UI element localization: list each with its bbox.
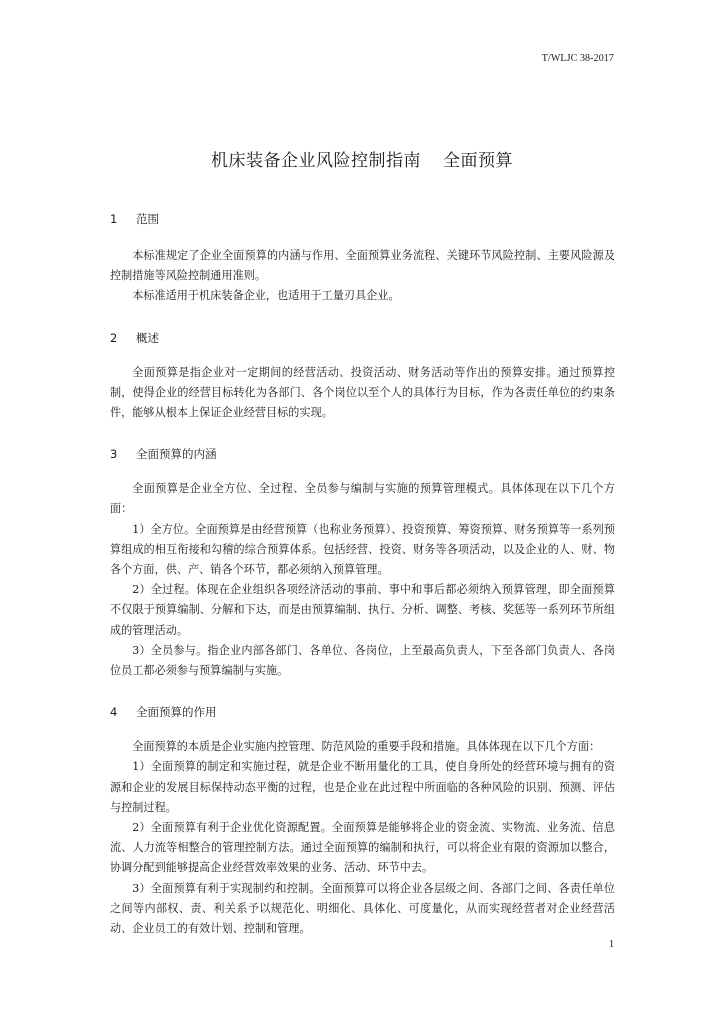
page-number: 1: [609, 939, 614, 950]
section-1-paragraph: 本标准规定了企业全面预算的内涵与作用、全面预算业务流程、关键环节风险控制、主要风险源及控制措施等风险控制通用准则。: [110, 249, 615, 283]
section-4-paragraph: 3）全面预算有利于实现制约和控制。全面预算可以将企业各层级之间、各部门之间、各责任单位之间等内部权、责、利关系予以规范化、明细化、具体化、可度量化，从而实现经营者对企业经营活动、企业员工的有效计划、控制和管理。: [110, 881, 615, 936]
section-3-paragraph: 全面预算是企业全方位、全过程、全员参与编制与实施的预算管理模式。具体体现在以下几个方面：: [110, 482, 615, 516]
section-1-paragraph: 本标准适用于机床装备企业，也适用于工量刃具企业。: [132, 289, 400, 303]
section-3-paragraph: 1）全方位。全面预算是由经营预算（也称业务预算）、投资预算、筹资预算、财务预算等一系列预算组成的相互衔接和勾稽的综合预算体系。包括经营、投资、财务等各项活动，以及企业的人、财、物各个方面，供、产、销各个环节，都必须纳入预算管理。: [110, 522, 615, 577]
section-4-heading: [110, 703, 615, 721]
section-title: 全面预算的内涵: [136, 447, 217, 462]
section-title: 概述: [136, 330, 159, 345]
document-body: [110, 210, 615, 939]
section-title: 全面预算的作用: [136, 705, 217, 720]
section-2-paragraph: 全面预算是指企业对一定期间的经营活动、投资活动、财务活动等作出的预算安排。通过预算控制，使得企业的经营目标转化为各部门、各个岗位以至个人的具体行为目标，作为各责任单位的约束条件，能够从根本上保证企业经营目标的实现。: [110, 365, 615, 420]
document-title-main: 机床装备企业风险控制指南: [211, 151, 421, 171]
section-number: 1: [110, 212, 118, 226]
section-number: 2: [110, 330, 118, 345]
section-4-paragraph: 全面预算的本质是企业实施内控管理、防范风险的重要手段和措施。具体体现在以下几个方面：: [132, 740, 601, 754]
section-number: 3: [110, 447, 118, 462]
section-3-paragraph: 3）全员参与。指企业内部各部门、各单位、各岗位，上至最高负责人，下至各部门负责人、各岗位员工都必须参与预算编制与实施。: [110, 643, 615, 678]
section-1-heading: [110, 210, 615, 228]
section-3-paragraph: 2）全过程。体现在企业组织各项经济活动的事前、事中和事后都必须纳入预算管理，即全面预算不仅限于预算编制、分解和下达，而是由预算编制、执行、分析、调整、考核、奖惩等一系列环节所组成的管理活动。: [110, 583, 615, 637]
section-2-heading: [110, 329, 615, 347]
section-4-paragraph: 2）全面预算有利于企业优化资源配置。全面预算是能够将企业的资金流、实物流、业务流、信息流、人力流等相整合的管理控制方法。通过全面预算的编制和执行，可以将企业有限的资源加以整合，协调分配到能够提高企业经营效率效果的业务、活动、环节中去。: [110, 821, 615, 875]
document-title-sub: 全面预算: [443, 151, 513, 171]
section-title: 范围: [136, 212, 159, 226]
section-number: 4: [110, 705, 118, 720]
standard-code: T/WLJC 38-2017: [541, 53, 614, 64]
section-3-heading: [110, 445, 615, 463]
section-4-paragraph: 1）全面预算的制定和实施过程，就是企业不断用量化的工具，使自身所处的经营环境与拥有的资源和企业的发展目标保持动态平衡的过程，也是企业在此过程中所面临的各种风险的识别、预测、评估与控制过程。: [110, 760, 615, 814]
document-title: [0, 146, 724, 171]
